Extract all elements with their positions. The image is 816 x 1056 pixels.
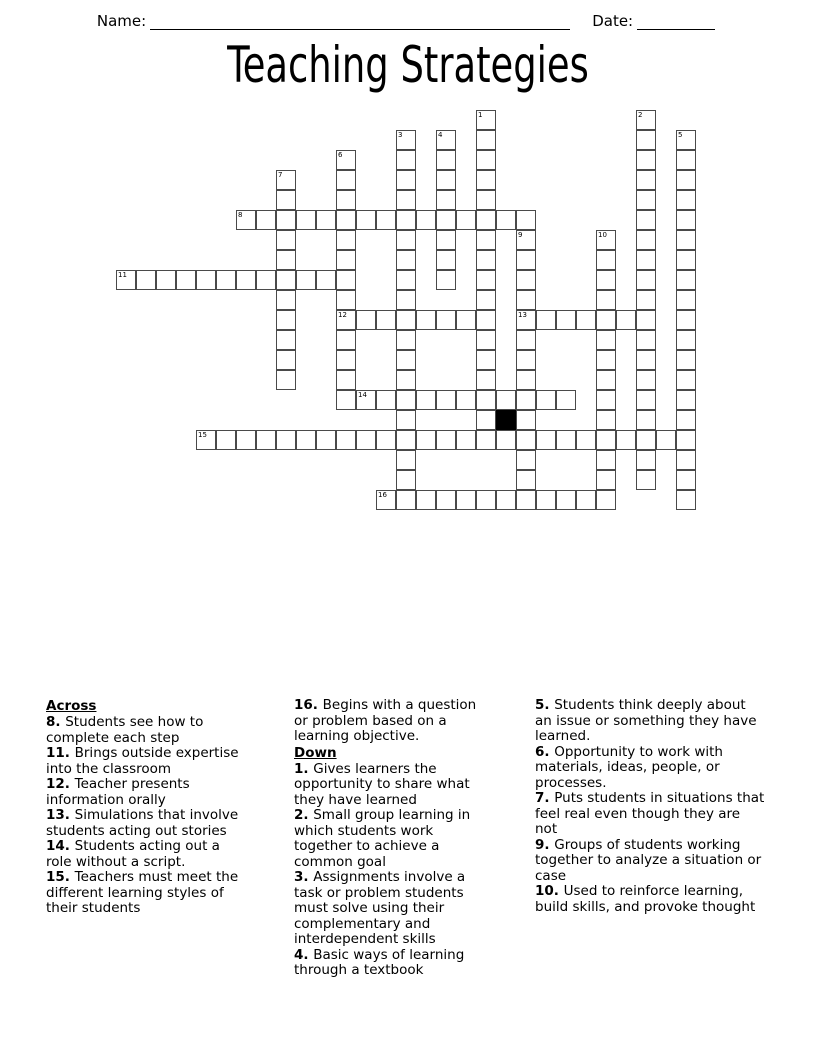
- down-clue-list-part2: [535, 698, 765, 915]
- grid-cell[interactable]: [276, 370, 296, 390]
- grid-cell[interactable]: [476, 250, 496, 270]
- down-heading: Down: [294, 744, 337, 761]
- grid-cell[interactable]: [236, 430, 256, 450]
- grid-cell[interactable]: [336, 330, 356, 350]
- grid-cell[interactable]: [556, 430, 576, 450]
- grid-cell[interactable]: [396, 210, 416, 230]
- grid-cell[interactable]: [536, 310, 556, 330]
- grid-cell[interactable]: [336, 430, 356, 450]
- grid-cell[interactable]: [476, 110, 496, 130]
- grid-cell[interactable]: [276, 310, 296, 330]
- across-clue-list-part1: [46, 715, 242, 917]
- grid-cell[interactable]: [276, 190, 296, 210]
- clue-number: 3.: [294, 869, 314, 885]
- grid-cell[interactable]: [436, 390, 456, 410]
- grid-cell[interactable]: [376, 430, 396, 450]
- clue-text: Assignments involve a task or problem students must solve using their complementary and interdependent skills: [294, 869, 466, 947]
- grid-cell[interactable]: [636, 250, 656, 270]
- grid-cell[interactable]: [636, 270, 656, 290]
- grid-cell[interactable]: [416, 390, 436, 410]
- grid-cell[interactable]: [416, 430, 436, 450]
- clue-number: 9.: [535, 836, 555, 853]
- grid-cell[interactable]: [396, 310, 416, 330]
- grid-cell[interactable]: [336, 350, 356, 370]
- grid-cell[interactable]: [476, 390, 496, 410]
- grid-cell[interactable]: [276, 270, 296, 290]
- grid-cell[interactable]: [536, 490, 556, 510]
- grid-cell[interactable]: [476, 370, 496, 390]
- grid-cell[interactable]: [376, 490, 396, 510]
- grid-cell[interactable]: [516, 330, 536, 350]
- grid-cell[interactable]: [596, 330, 616, 350]
- grid-cell[interactable]: [616, 430, 636, 450]
- clue-column-2: [250, 698, 495, 979]
- grid-cell[interactable]: [436, 490, 456, 510]
- grid-cell[interactable]: [476, 410, 496, 430]
- clue-number: 7.: [535, 790, 555, 806]
- grid-cell[interactable]: [476, 350, 496, 370]
- grid-cell[interactable]: [636, 190, 656, 210]
- grid-cell-number: 9: [518, 231, 523, 239]
- clue-item: [535, 791, 765, 838]
- grid-cell[interactable]: [556, 310, 576, 330]
- clue-item: [46, 715, 242, 746]
- clue-number: 8.: [46, 714, 66, 730]
- clue-text: Groups of students working together to analyze a situation or case: [535, 836, 762, 884]
- grid-cell[interactable]: [276, 430, 296, 450]
- grid-cell[interactable]: [676, 210, 696, 230]
- clue-text: Begins with a question or problem based on a learning objective.: [294, 697, 477, 744]
- grid-cell[interactable]: [196, 270, 216, 290]
- grid-cell-number: 14: [358, 391, 367, 399]
- grid-cell[interactable]: [476, 210, 496, 230]
- grid-cell[interactable]: [296, 430, 316, 450]
- clue-number: 11.: [46, 745, 75, 761]
- grid-cell[interactable]: [336, 310, 356, 330]
- clue-item: [46, 746, 242, 777]
- grid-cell[interactable]: [676, 390, 696, 410]
- grid-cell[interactable]: [376, 390, 396, 410]
- grid-cell[interactable]: [596, 250, 616, 270]
- clue-column-3: [495, 698, 775, 915]
- grid-cell[interactable]: [556, 490, 576, 510]
- grid-cell[interactable]: [516, 450, 536, 470]
- grid-cell[interactable]: [336, 250, 356, 270]
- clue-text: Students think deeply about an issue or something they have learned.: [535, 697, 757, 744]
- clue-number: 15.: [46, 869, 75, 885]
- grid-cell-number: 3: [398, 131, 403, 139]
- grid-cell[interactable]: [336, 390, 356, 410]
- clue-text: Teachers must meet the different learning styles of their students: [46, 869, 239, 916]
- grid-cell[interactable]: [636, 350, 656, 370]
- grid-cell[interactable]: [396, 130, 416, 150]
- grid-cell[interactable]: [256, 270, 276, 290]
- grid-cell[interactable]: [356, 210, 376, 230]
- clue-text: Small group learning in which students work together to achieve a common goal: [294, 807, 471, 870]
- grid-cell[interactable]: [676, 490, 696, 510]
- grid-cell[interactable]: [576, 430, 596, 450]
- grid-cell[interactable]: [436, 190, 456, 210]
- grid-cell[interactable]: [676, 370, 696, 390]
- grid-cell[interactable]: [436, 210, 456, 230]
- clue-text: Puts students in situations that feel real even though they are not: [535, 790, 765, 837]
- grid-cell[interactable]: [436, 170, 456, 190]
- clue-number: 13.: [46, 807, 75, 823]
- grid-cell[interactable]: [396, 350, 416, 370]
- grid-cell[interactable]: [196, 430, 216, 450]
- clue-number: 1.: [294, 760, 314, 777]
- grid-cell[interactable]: [356, 390, 376, 410]
- clue-item: [535, 884, 765, 915]
- grid-cell[interactable]: [636, 430, 656, 450]
- grid-cell-number: 13: [518, 311, 527, 319]
- grid-cell[interactable]: [256, 430, 276, 450]
- grid-cell[interactable]: [456, 430, 476, 450]
- grid-cell[interactable]: [336, 210, 356, 230]
- grid-cell[interactable]: [276, 210, 296, 230]
- clue-item: [46, 808, 242, 839]
- grid-cell[interactable]: [636, 150, 656, 170]
- grid-cell[interactable]: [356, 310, 376, 330]
- grid-cell[interactable]: [636, 170, 656, 190]
- grid-cell[interactable]: [496, 430, 516, 450]
- clue-number: 6.: [535, 743, 555, 760]
- grid-cell[interactable]: [436, 230, 456, 250]
- clue-text: Teacher presents information orally: [46, 776, 190, 808]
- clue-item: [46, 777, 242, 808]
- grid-cell[interactable]: [676, 270, 696, 290]
- grid-cell[interactable]: [536, 430, 556, 450]
- grid-cell[interactable]: [296, 210, 316, 230]
- grid-cell[interactable]: [396, 470, 416, 490]
- grid-cell[interactable]: [336, 370, 356, 390]
- grid-cell[interactable]: [436, 130, 456, 150]
- clue-item: [46, 870, 242, 917]
- grid-cell[interactable]: [396, 250, 416, 270]
- grid-cell[interactable]: [276, 250, 296, 270]
- grid-cell[interactable]: [476, 150, 496, 170]
- grid-cell-number: 16: [378, 491, 387, 499]
- grid-cell-number: 7: [278, 171, 283, 179]
- grid-cell[interactable]: [316, 270, 336, 290]
- grid-cell-number: 1: [478, 111, 483, 119]
- grid-cell[interactable]: [416, 210, 436, 230]
- grid-cell[interactable]: [596, 430, 616, 450]
- grid-cell[interactable]: [476, 290, 496, 310]
- grid-cell[interactable]: [576, 490, 596, 510]
- grid-cell[interactable]: [256, 210, 276, 230]
- grid-cell[interactable]: [476, 130, 496, 150]
- grid-cell[interactable]: [476, 170, 496, 190]
- grid-cell[interactable]: [556, 390, 576, 410]
- grid-cell[interactable]: [596, 490, 616, 510]
- grid-cell[interactable]: [676, 310, 696, 330]
- grid-cell[interactable]: [676, 130, 696, 150]
- grid-cell[interactable]: [456, 210, 476, 230]
- grid-cell[interactable]: [456, 390, 476, 410]
- grid-cell[interactable]: [156, 270, 176, 290]
- clue-item: [294, 948, 487, 979]
- across-clue-list-part2: [294, 698, 487, 745]
- grid-cell[interactable]: [636, 330, 656, 350]
- grid-cell[interactable]: [636, 390, 656, 410]
- grid-cell[interactable]: [516, 210, 536, 230]
- grid-cell-number: 4: [438, 131, 443, 139]
- grid-cell[interactable]: [336, 170, 356, 190]
- grid-cell[interactable]: [676, 250, 696, 270]
- grid-cell[interactable]: [656, 430, 676, 450]
- grid-cell[interactable]: [636, 290, 656, 310]
- grid-cell[interactable]: [476, 190, 496, 210]
- grid-cell[interactable]: [436, 430, 456, 450]
- grid-cell[interactable]: [636, 470, 656, 490]
- grid-cell[interactable]: [396, 150, 416, 170]
- clue-number: 5.: [535, 697, 555, 713]
- grid-cell-number: 5: [678, 131, 683, 139]
- clue-text: Simulations that involve students acting out stories: [46, 807, 239, 839]
- grid-cell[interactable]: [436, 270, 456, 290]
- clue-item: [535, 745, 765, 792]
- clue-item: [46, 839, 242, 870]
- grid-cell-number: 10: [598, 231, 607, 239]
- grid-cell[interactable]: [676, 430, 696, 450]
- grid-cell[interactable]: [516, 390, 536, 410]
- grid-cell[interactable]: [496, 210, 516, 230]
- grid-cell[interactable]: [296, 270, 316, 290]
- clue-text: Basic ways of learning through a textbook: [294, 946, 465, 978]
- grid-cell[interactable]: [476, 490, 496, 510]
- grid-cell[interactable]: [276, 170, 296, 190]
- grid-cell[interactable]: [336, 150, 356, 170]
- clue-sections: [0, 698, 816, 979]
- grid-cell[interactable]: [636, 310, 656, 330]
- grid-cell[interactable]: [416, 310, 436, 330]
- grid-cell[interactable]: [436, 310, 456, 330]
- grid-cell[interactable]: [396, 450, 416, 470]
- grid-cell[interactable]: [176, 270, 196, 290]
- grid-cell-number: 11: [118, 271, 127, 279]
- clue-column-1: [0, 698, 250, 917]
- grid-cell[interactable]: [596, 310, 616, 330]
- grid-cell[interactable]: [336, 230, 356, 250]
- grid-cell[interactable]: [276, 230, 296, 250]
- grid-cell-blocked: [496, 410, 516, 430]
- grid-cell[interactable]: [396, 230, 416, 250]
- grid-cell[interactable]: [316, 430, 336, 450]
- grid-cell[interactable]: [476, 310, 496, 330]
- across-heading: Across: [46, 698, 97, 714]
- clue-item: [294, 762, 487, 809]
- grid-cell-number: 8: [238, 211, 243, 219]
- clue-item: [535, 698, 765, 745]
- grid-cell[interactable]: [456, 490, 476, 510]
- down-clue-list-part1: [294, 762, 487, 979]
- clue-number: 12.: [46, 776, 75, 792]
- grid-cell[interactable]: [596, 410, 616, 430]
- grid-cell[interactable]: [436, 250, 456, 270]
- grid-cell[interactable]: [396, 430, 416, 450]
- grid-cell[interactable]: [396, 410, 416, 430]
- clue-text: Brings outside expertise into the classroom: [46, 745, 239, 777]
- grid-cell[interactable]: [476, 330, 496, 350]
- grid-cell[interactable]: [636, 210, 656, 230]
- grid-cell[interactable]: [276, 330, 296, 350]
- grid-cell[interactable]: [396, 170, 416, 190]
- clue-text: Students acting out a role without a script.: [46, 838, 220, 870]
- grid-cell[interactable]: [676, 350, 696, 370]
- grid-cell[interactable]: [356, 430, 376, 450]
- grid-cell[interactable]: [456, 310, 476, 330]
- grid-cell[interactable]: [616, 310, 636, 330]
- grid-cell[interactable]: [496, 490, 516, 510]
- grid-cell[interactable]: [516, 230, 536, 250]
- grid-cell[interactable]: [596, 370, 616, 390]
- grid-cell[interactable]: [636, 450, 656, 470]
- grid-cell[interactable]: [276, 350, 296, 370]
- grid-cell[interactable]: [396, 290, 416, 310]
- grid-cell[interactable]: [636, 230, 656, 250]
- grid-cell[interactable]: [276, 290, 296, 310]
- date-label: Date:: [592, 12, 634, 30]
- grid-cell[interactable]: [596, 470, 616, 490]
- grid-cell[interactable]: [396, 370, 416, 390]
- clue-item: [535, 838, 765, 885]
- clue-item: [294, 698, 487, 745]
- grid-cell[interactable]: [236, 270, 256, 290]
- grid-cell[interactable]: [676, 330, 696, 350]
- grid-cell-number: 12: [338, 311, 347, 319]
- grid-cell[interactable]: [516, 350, 536, 370]
- grid-cell[interactable]: [436, 150, 456, 170]
- grid-cell[interactable]: [596, 350, 616, 370]
- clue-text: Students see how to complete each step: [46, 714, 204, 746]
- grid-cell[interactable]: [396, 270, 416, 290]
- grid-cell[interactable]: [676, 170, 696, 190]
- grid-cell[interactable]: [576, 310, 596, 330]
- clue-number: 4.: [294, 946, 314, 963]
- grid-cell[interactable]: [336, 290, 356, 310]
- clue-item: [294, 808, 487, 870]
- grid-cell[interactable]: [416, 490, 436, 510]
- grid-cell[interactable]: [516, 490, 536, 510]
- grid-cell[interactable]: [676, 290, 696, 310]
- grid-cell[interactable]: [216, 270, 236, 290]
- grid-cell-number: 6: [338, 151, 343, 159]
- grid-cell[interactable]: [636, 370, 656, 390]
- grid-cell[interactable]: [336, 270, 356, 290]
- grid-cell[interactable]: [216, 430, 236, 450]
- grid-cell[interactable]: [516, 310, 536, 330]
- grid-cell[interactable]: [676, 450, 696, 470]
- grid-cell[interactable]: [676, 470, 696, 490]
- grid-cell[interactable]: [116, 270, 136, 290]
- page-title: Teaching Strategies: [227, 36, 589, 94]
- grid-cell[interactable]: [596, 450, 616, 470]
- grid-cell[interactable]: [316, 210, 336, 230]
- grid-cell[interactable]: [476, 270, 496, 290]
- clue-number: 10.: [535, 883, 564, 899]
- clue-number: 16.: [294, 697, 323, 713]
- grid-cell[interactable]: [376, 210, 396, 230]
- grid-cell[interactable]: [516, 270, 536, 290]
- grid-cell[interactable]: [676, 230, 696, 250]
- grid-cell[interactable]: [396, 490, 416, 510]
- grid-cell[interactable]: [636, 110, 656, 130]
- grid-cell[interactable]: [676, 150, 696, 170]
- grid-cell[interactable]: [596, 290, 616, 310]
- grid-cell-number: 2: [638, 111, 643, 119]
- grid-cell[interactable]: [376, 310, 396, 330]
- grid-cell[interactable]: [636, 410, 656, 430]
- grid-cell-number: 15: [198, 431, 207, 439]
- clue-number: 2.: [294, 807, 314, 823]
- grid-cell[interactable]: [596, 390, 616, 410]
- grid-cell[interactable]: [496, 390, 516, 410]
- grid-cell[interactable]: [396, 330, 416, 350]
- clue-text: Gives learners the opportunity to share what they have learned: [294, 760, 470, 808]
- grid-cell[interactable]: [476, 230, 496, 250]
- grid-cell[interactable]: [596, 270, 616, 290]
- grid-cell[interactable]: [516, 290, 536, 310]
- clue-item: [294, 870, 487, 948]
- grid-cell[interactable]: [676, 410, 696, 430]
- clue-text: Used to reinforce learning, build skills, and provoke thought: [535, 883, 756, 915]
- grid-cell[interactable]: [136, 270, 156, 290]
- grid-cell[interactable]: [396, 390, 416, 410]
- clue-text: Opportunity to work with materials, ideas, people, or processes.: [535, 743, 723, 791]
- grid-cell[interactable]: [516, 250, 536, 270]
- grid-cell[interactable]: [516, 410, 536, 430]
- grid-cell[interactable]: [236, 210, 256, 230]
- grid-cell[interactable]: [516, 470, 536, 490]
- grid-cell[interactable]: [476, 430, 496, 450]
- grid-cell[interactable]: [536, 390, 556, 410]
- grid-cell[interactable]: [336, 190, 356, 210]
- grid-cell[interactable]: [516, 430, 536, 450]
- name-label: Name:: [96, 12, 147, 30]
- grid-cell[interactable]: [516, 370, 536, 390]
- clue-number: 14.: [46, 838, 75, 854]
- grid-cell[interactable]: [596, 230, 616, 250]
- grid-cell[interactable]: [676, 190, 696, 210]
- grid-cell[interactable]: [396, 190, 416, 210]
- grid-cell[interactable]: [636, 130, 656, 150]
